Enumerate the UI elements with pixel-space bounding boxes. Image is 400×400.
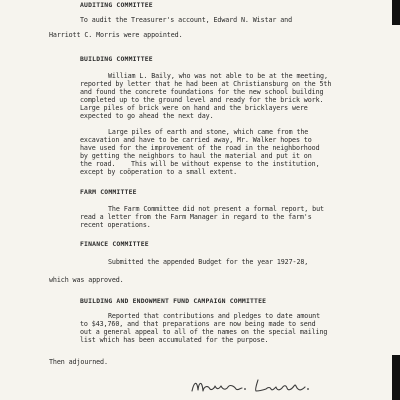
- auditing-line: Harriott C. Morris were appointed.: [49, 31, 183, 39]
- farm-line: read a letter from the Farm Manager in regard to the farm's: [80, 213, 312, 221]
- building-para2-line: Large piles of earth and stone, which came from the: [108, 128, 309, 136]
- scan-edge-shadow-bottom: [392, 355, 400, 400]
- building-para1-line: completed up to the ground level and ready for the brick work.: [80, 96, 324, 104]
- finance-line: Submitted the appended Budget for the year 1927-28,: [108, 258, 309, 266]
- building-heading: BUILDING COMMITTEE: [80, 55, 153, 63]
- scan-edge-shadow-top: [392, 0, 400, 25]
- farm-heading: FARM COMMITTEE: [80, 188, 137, 196]
- endowment-line: out a general appeal to all of the names on the special mailing: [80, 328, 328, 336]
- building-para2-line: by getting the neighbors to haul the material and put it on: [80, 152, 312, 160]
- building-para2-line: have used for the improvement of the road in the neighborhood: [80, 144, 320, 152]
- finance-heading: FINANCE COMMITTEE: [80, 240, 149, 248]
- building-para2-line: except by coöperation to a small extent.: [80, 168, 238, 176]
- building-para1-line: and found the concrete foundations for the new school building: [80, 88, 324, 96]
- auditing-heading: AUDITING COMMITTEE: [80, 1, 153, 9]
- building-para1-line: Large piles of brick were on hand and the bricklayers were: [80, 104, 308, 112]
- endowment-line: list which has been accumulated for the purpose.: [80, 336, 269, 344]
- building-para1-line: William L. Baily, who was not able to be at the meeting,: [108, 72, 328, 80]
- building-para1-line: reported by letter that he had been at Christiansburg on the 5th: [80, 80, 332, 88]
- farm-line: recent operations.: [80, 221, 151, 229]
- closing-line: Then adjourned.: [49, 358, 108, 366]
- building-para2-line: excavation and have to be carried away, Mr. Walker hopes to: [80, 136, 312, 144]
- endowment-line: to $43,760, and that preparations are now being made to send: [80, 320, 316, 328]
- building-para2-line: the road. This will be without expense to the institution,: [80, 160, 320, 168]
- farm-line: The Farm Committee did not present a formal report, but: [108, 205, 324, 213]
- endowment-line: Reported that contributions and pledges to date amount: [108, 312, 321, 320]
- handwritten-signature: [188, 376, 318, 396]
- building-para1-line: expected to go ahead the next day.: [80, 112, 214, 120]
- finance-line: which was approved.: [49, 276, 124, 284]
- auditing-line: To audit the Treasurer's account, Edward N. Wistar and: [80, 16, 293, 24]
- endowment-heading: BUILDING AND ENDOWMENT FUND CAMPAIGN COMMITTEE: [80, 297, 267, 305]
